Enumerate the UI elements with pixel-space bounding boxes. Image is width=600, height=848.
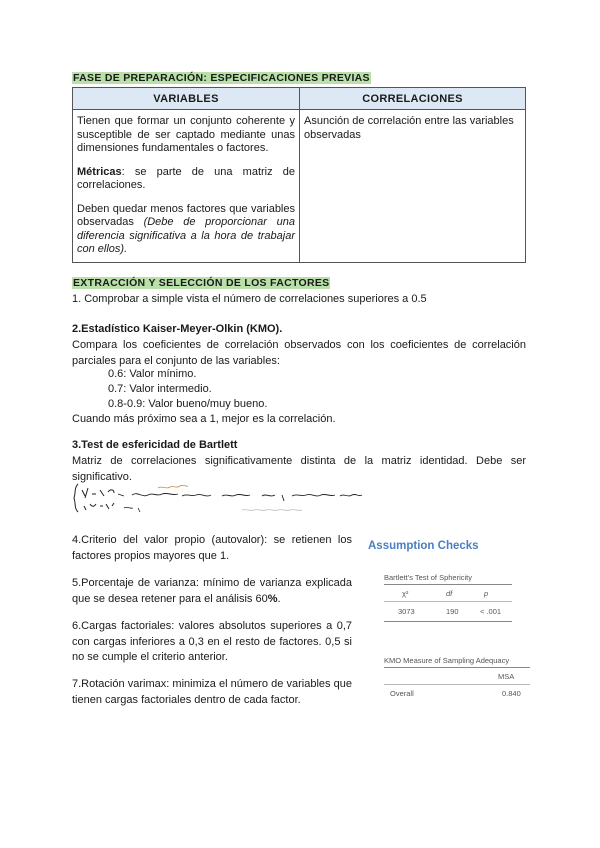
bartlett-description: Matriz de correlaciones significativamente distinta de la matriz identidad. Debe ser significativo. (72, 455, 526, 483)
item-5-end: . (277, 592, 281, 605)
item-1-text: 1. Comprobar a simple vista el número de correlaciones superiores a 0.5 (72, 293, 427, 305)
bartlett-table-rule-top (384, 584, 512, 585)
table-header-correlaciones: CORRELACIONES (300, 88, 526, 110)
section-title-preparacion: FASE DE PREPARACIÓN: ESPECIFICACIONES PREVIAS (73, 72, 370, 84)
factores-note: (Debe de proporcionar una diferencia significativa a la hora de trabajar con ellos). (77, 216, 295, 255)
handwritten-note-image (72, 480, 382, 516)
item-5-main: 5.Porcentaje de varianza: mínimo de varianza explicada que se desea retener para el análisis 60 (72, 577, 352, 605)
kmo-table-rule-top (384, 667, 530, 668)
kmo-description: Compara los coeficientes de correlación observados con los coeficientes de correlación parciales para el conjunto de las variables: (72, 339, 526, 367)
variables-paragraph-1: Tienen que formar un conjunto coherente y susceptible de ser captado mediante unas dimensiones fundamentales o factores. (77, 115, 295, 154)
item-5-text (72, 576, 352, 607)
section-title-extraccion: EXTRACCIÓN Y SELECCIÓN DE LOS FACTORES (73, 277, 330, 289)
assumption-checks-title: Assumption Checks (368, 540, 479, 552)
bartlett-value-p: < .001 (480, 607, 502, 616)
table-header-variables: VARIABLES (73, 88, 300, 110)
variables-paragraph-2 (77, 166, 295, 193)
kmo-header-msa: MSA (498, 672, 515, 681)
kmo-conclusion: Cuando más próximo sea a 1, mejor es la correlación. (72, 413, 336, 425)
kmo-level-1: 0.6: Valor mínimo. (108, 368, 197, 380)
bartlett-header-p: p (484, 589, 489, 598)
kmo-level-3: 0.8-0.9: Valor bueno/muy bueno. (108, 398, 268, 410)
bartlett-heading: 3.Test de esfericidad de Bartlett (72, 439, 238, 451)
variables-paragraph-3 (77, 203, 295, 257)
item-5-percent: % (267, 592, 278, 605)
variables-cell (73, 110, 300, 263)
kmo-level-2: 0.7: Valor intermedio. (108, 383, 212, 395)
kmo-table-rule-mid (384, 684, 530, 685)
item-7-text: 7.Rotación varimax: minimiza el número de variables que tienen cargas factoriales dentro de cada factor. (72, 678, 352, 706)
specifications-table (72, 87, 526, 263)
metricas-text: : se parte de una matriz de correlaciones. (77, 165, 295, 191)
bartlett-header-chi2: χ² (402, 589, 409, 598)
factores-text: Deben quedar menos factores que variables observadas (77, 202, 295, 228)
bartlett-value-chi2: 3073 (398, 607, 415, 616)
correlaciones-text: Asunción de correlación entre las variables observadas (304, 115, 514, 141)
item-6-text: 6.Cargas factoriales: valores absolutos superiores a 0,7 con cargas inferiores a 0,3 en el resto de factores. 0,5 si no se cumple el criterio anterior. (72, 620, 352, 663)
kmo-heading: 2.Estadístico Kaiser-Meyer-Olkin (KMO). (72, 323, 283, 335)
assumption-checks-panel (362, 530, 532, 710)
bartlett-value-df: 190 (446, 607, 459, 616)
bartlett-table-title: Bartlett's Test of Sphericity (384, 573, 472, 582)
kmo-row-label: Overall (390, 689, 414, 698)
bartlett-table-rule-mid (384, 601, 512, 602)
bartlett-header-df: df (446, 589, 453, 598)
bartlett-table-rule-bottom (384, 621, 512, 622)
metricas-label: Métricas (77, 165, 122, 178)
item-4-text: 4.Criterio del valor propio (autovalor): se retienen los factores propios mayores que 1. (72, 534, 352, 562)
correlaciones-cell (300, 110, 526, 263)
kmo-row-value: 0.840 (502, 689, 521, 698)
kmo-table-title: KMO Measure of Sampling Adequacy (384, 656, 510, 665)
